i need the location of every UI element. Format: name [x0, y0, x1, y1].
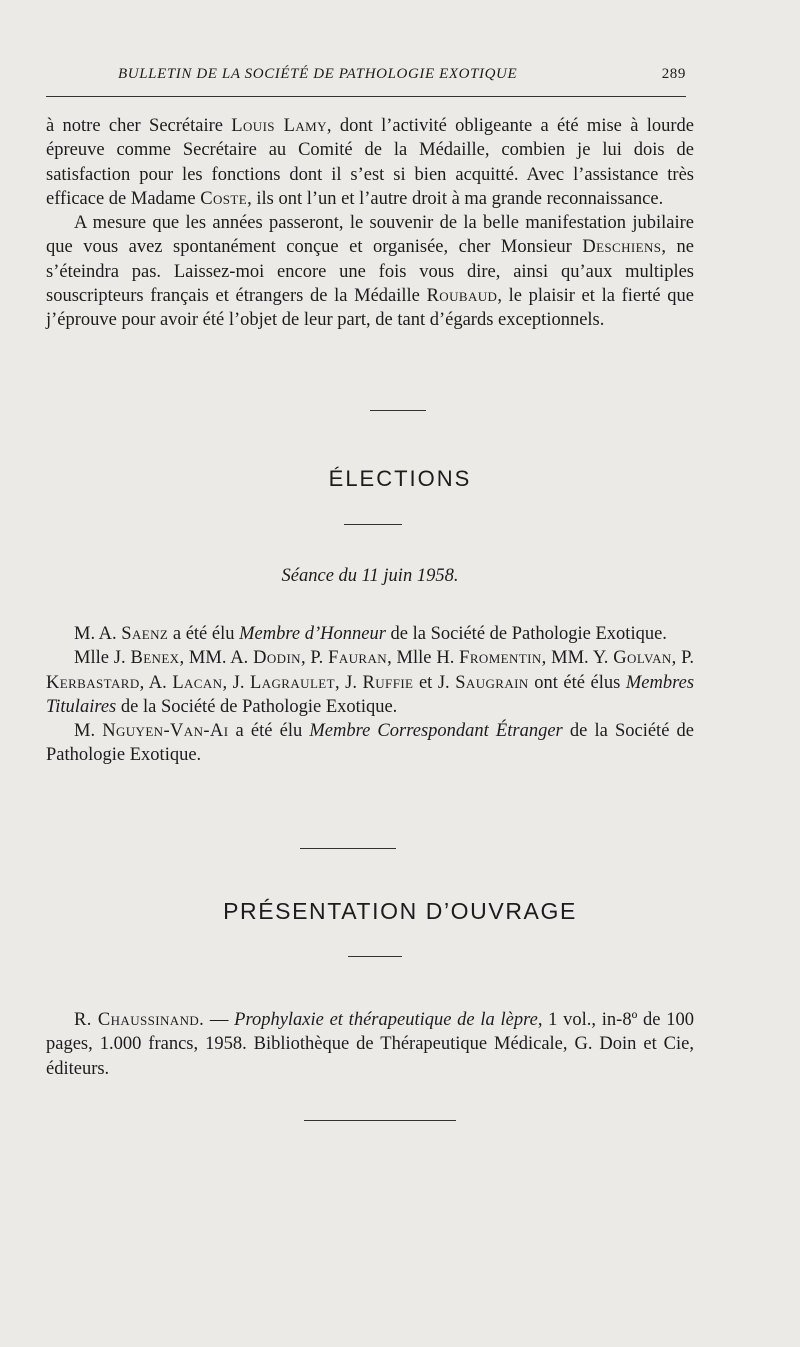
- person-name: Lacan: [172, 672, 223, 693]
- presentation-text: [46, 1008, 694, 1081]
- member-role: Membre d’Honneur: [239, 624, 386, 644]
- person-name: Coste: [200, 188, 248, 209]
- text-run: à notre cher Secrétaire: [46, 116, 232, 136]
- text-run: , MM. A.: [179, 648, 254, 669]
- elections-text: [46, 622, 694, 768]
- text-run: de la Société de Pathologie Exotique.: [116, 696, 398, 717]
- text-run: M.: [74, 721, 103, 742]
- text-run: Mlle J.: [74, 648, 131, 669]
- heading-underline: [348, 956, 402, 957]
- text-run: , A.: [139, 672, 173, 693]
- text-run: a été élu: [168, 624, 240, 644]
- elections-paragraph-1: [46, 622, 694, 646]
- person-name: Benex: [130, 648, 180, 669]
- elections-paragraph-2: [46, 646, 694, 719]
- text-run: , ne s’éteindra pas. Laissez-moi encore une fois vous dire, ainsi qu’aux multiples souscripteurs français et étrangers de la Médaille: [46, 237, 694, 307]
- text-run: —: [204, 1010, 235, 1030]
- text-run: , J.: [334, 672, 363, 693]
- person-name: Deschiens: [582, 237, 662, 258]
- intro-paragraph-2: [46, 211, 694, 332]
- header-rule: [46, 96, 686, 97]
- person-name: Roubaud: [426, 286, 498, 307]
- book-author: R. Chaussinand.: [74, 1010, 205, 1030]
- text-run: ont été élus: [528, 672, 626, 693]
- person-name: Kerbastard: [46, 672, 140, 693]
- session-date: Séance du 11 juin 1958.: [281, 566, 459, 586]
- member-role: Membre Correspondant Étranger: [309, 721, 563, 742]
- text-run: et J.: [413, 672, 456, 693]
- heading-underline: [344, 524, 402, 525]
- text-run: , MM. Y.: [541, 648, 614, 669]
- person-name: Golvan: [613, 648, 672, 669]
- person-name: Saenz: [121, 624, 169, 644]
- text-run: , le plaisir et la fierté que j’éprouve pour avoir été l’objet de leur part, de tant d’égards exceptionnels.: [46, 286, 694, 331]
- text-run: , P.: [671, 648, 694, 669]
- text-run: de la Société de Pathologie Exotique.: [385, 624, 667, 644]
- page-number: 289: [661, 66, 686, 82]
- text-run: , J.: [222, 672, 251, 693]
- person-name: Louis Lamy: [231, 116, 327, 136]
- text-run: , P.: [300, 648, 329, 669]
- person-name: Lagraulet: [250, 672, 335, 693]
- section-divider: [300, 848, 396, 849]
- book-entry: [46, 1008, 694, 1081]
- book-details: , 1 vol., in-8º de 100 pages, 1.000 francs, 1958. Bibliothèque de Thérapeutique Médicale, G. Doin et Cie, éditeurs.: [46, 1010, 695, 1079]
- journal-title: BULLETIN DE LA SOCIÉTÉ DE PATHOLOGIE EXOTIQUE: [118, 66, 518, 82]
- text-run: M. A.: [74, 624, 122, 644]
- intro-text: [46, 114, 694, 333]
- text-run: A mesure que les années passeront, le souvenir de la belle manifestation jubilaire que vous avez spontanément conçue et organisée, cher Monsieur: [46, 213, 694, 258]
- presentation-heading: PRÉSENTATION D’OUVRAGE: [223, 898, 577, 924]
- text-run: a été élu: [228, 721, 310, 742]
- member-role: Membres Titulaires: [46, 672, 695, 717]
- elections-paragraph-3: [46, 719, 694, 768]
- text-run: , Mlle H.: [387, 648, 460, 669]
- section-divider: [370, 410, 426, 411]
- running-header: [46, 66, 686, 90]
- person-name: Nguyen-Van-Ai: [102, 721, 229, 742]
- person-name: Fauran: [328, 648, 388, 669]
- person-name: Ruffie: [362, 672, 414, 693]
- text-run: , dont l’activité obligeante a été mise à lourde épreuve comme Secrétaire au Comité de la Médaille, combien je lui dois de satisfaction pour les fonctions dont il s’est si bien acquitté. Avec l’assistance très efficace de Madame: [46, 116, 694, 209]
- elections-heading: ÉLECTIONS: [328, 466, 472, 491]
- book-title: Prophylaxie et thérapeutique de la lèpre: [234, 1010, 538, 1030]
- text-run: , ils ont l’un et l’autre droit à ma grande reconnaissance.: [247, 188, 664, 209]
- person-name: Saugrain: [455, 672, 529, 693]
- end-rule: [304, 1120, 456, 1121]
- text-run: de la Société de Pathologie Exotique.: [46, 721, 695, 766]
- intro-paragraph-1: [46, 114, 694, 211]
- person-name: Fromentin: [459, 648, 542, 669]
- person-name: Dodin: [253, 648, 301, 669]
